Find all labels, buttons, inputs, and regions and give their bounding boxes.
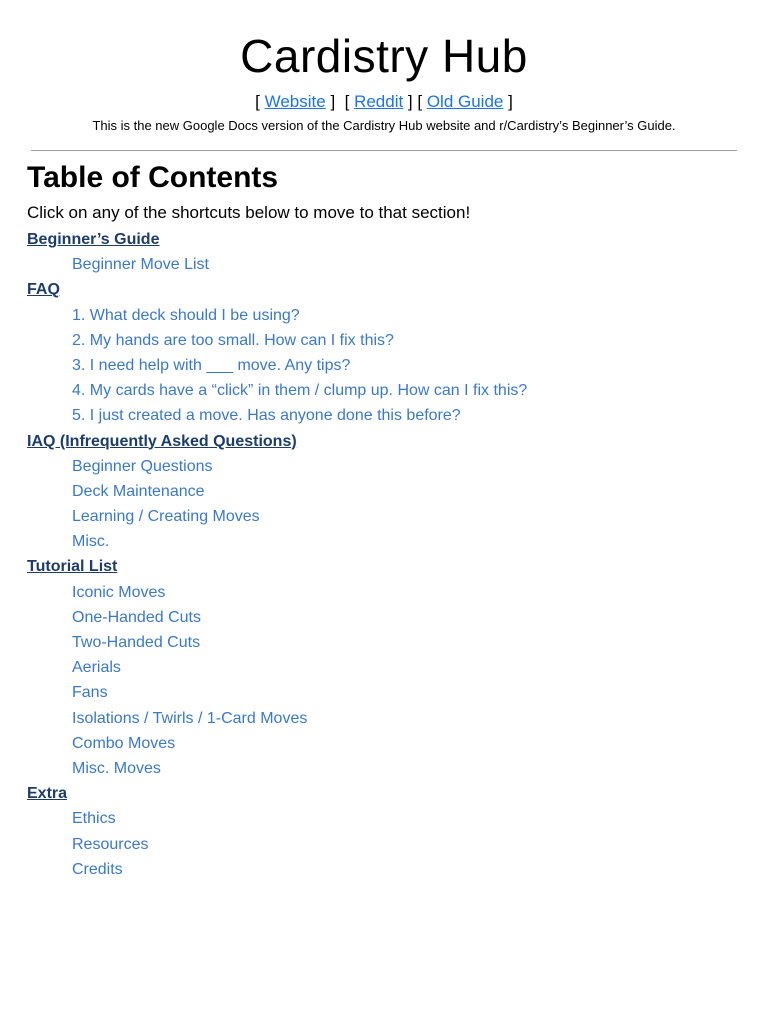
toc-item-link[interactable]: Learning / Creating Moves — [72, 508, 260, 526]
toc-item — [27, 857, 747, 882]
toc-item — [27, 479, 747, 504]
toc-item — [27, 756, 747, 781]
toc-section-link[interactable]: Beginner’s Guide — [27, 231, 160, 248]
toc-item — [27, 303, 747, 328]
toc-item — [27, 504, 747, 529]
header-subtitle: This is the new Google Docs version of the Cardistry Hub website and r/Cardistry’s Beginner’s Guide. — [92, 118, 676, 133]
toc-item — [27, 353, 747, 378]
toc-item — [27, 832, 747, 857]
toc-item — [27, 731, 747, 756]
toc-item-link[interactable]: Deck Maintenance — [72, 482, 205, 500]
toc-item-link[interactable]: Combo Moves — [72, 734, 176, 752]
divider — [31, 150, 737, 151]
toc-item-link[interactable]: Fans — [72, 684, 108, 702]
toc-section-link[interactable]: Tutorial List — [27, 558, 118, 576]
toc-item — [27, 605, 747, 630]
toc-item-link[interactable]: Ethics — [72, 810, 116, 828]
toc-item-link[interactable]: Two-Handed Cuts — [72, 634, 201, 651]
toc-item — [27, 580, 747, 605]
toc-item — [27, 655, 747, 680]
reddit-link[interactable]: Reddit — [354, 92, 404, 111]
toc-item-link[interactable]: One-Handed Cuts — [72, 608, 201, 626]
toc-item — [27, 680, 747, 705]
toc-item — [27, 378, 747, 403]
page-title: Cardistry Hub — [240, 30, 528, 82]
toc-heading: Table of Contents — [27, 161, 279, 194]
toc-item-link[interactable]: 2. My hands are too small. How can I fix this? — [72, 331, 394, 349]
toc-item-link[interactable]: Beginner Move List — [72, 256, 209, 274]
toc-item-link[interactable]: 1. What deck should I be using? — [72, 306, 300, 324]
toc-item-link[interactable]: Aerials — [72, 659, 121, 677]
header-link-bar: [ Website ] [ Reddit ] [ Old Guide ] — [255, 92, 513, 111]
toc-section — [27, 429, 747, 454]
website-link[interactable]: Website — [264, 92, 326, 111]
toc-item-link[interactable]: Beginner Questions — [72, 457, 213, 475]
toc-section — [27, 554, 747, 579]
toc-section — [27, 277, 747, 302]
toc-item — [27, 529, 747, 554]
toc-item — [27, 454, 747, 479]
toc-section-link[interactable]: FAQ — [27, 281, 60, 299]
toc-item-link[interactable]: Isolations / Twirls / 1-Card Moves — [72, 709, 308, 727]
toc-item-link[interactable]: Misc. Moves — [72, 759, 161, 777]
toc-section-link[interactable]: Extra — [27, 785, 68, 803]
toc-intro: Click on any of the shortcuts below to move to that section! — [27, 203, 471, 222]
toc-item — [27, 328, 747, 353]
toc-item — [27, 403, 747, 428]
toc-item — [27, 630, 747, 655]
toc-item-link[interactable]: 3. I need help with ___ move. Any tips? — [72, 356, 351, 374]
toc-item-link[interactable]: 5. I just created a move. Has anyone done this before? — [72, 407, 461, 425]
toc-section — [27, 781, 747, 806]
toc-item-link[interactable]: Resources — [72, 835, 149, 853]
toc-section — [27, 227, 747, 252]
toc-section-link[interactable]: IAQ (Infrequently Asked Questions) — [27, 432, 297, 450]
toc-item — [27, 806, 747, 831]
toc-item-link[interactable]: 4. My cards have a “click” in them / clump up. How can I fix this? — [72, 382, 528, 400]
toc-item-link[interactable]: Iconic Moves — [72, 583, 166, 601]
toc-list — [27, 227, 747, 882]
toc-item-link[interactable]: Credits — [72, 860, 123, 878]
toc-item — [27, 252, 747, 277]
toc-item — [27, 706, 747, 731]
toc-item-link[interactable]: Misc. — [72, 533, 110, 551]
old-guide-link[interactable]: Old Guide — [426, 92, 504, 111]
